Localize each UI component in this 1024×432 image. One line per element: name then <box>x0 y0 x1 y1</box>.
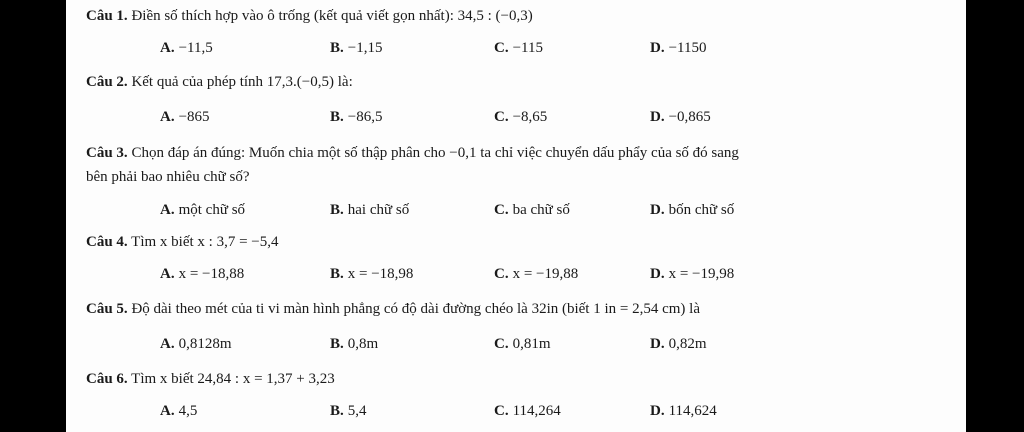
question-5 <box>86 299 700 319</box>
question-2 <box>86 72 353 92</box>
question-label: Câu 2. <box>86 74 128 90</box>
option-a: A. 4,5 <box>160 403 198 419</box>
option-d: D. −1150 <box>650 40 707 56</box>
question-text-line2: bên phải bao nhiêu chữ số? <box>86 169 250 185</box>
option-b: B. hai chữ số <box>330 202 410 218</box>
option-a: A. −865 <box>160 109 210 125</box>
option-d: D. bốn chữ số <box>650 202 735 218</box>
question-label: Câu 1. <box>86 8 128 24</box>
option-b: B. 0,8m <box>330 336 379 352</box>
question-text: Kết quả của phép tính 17,3.(−0,5) là: <box>131 74 353 90</box>
option-c: C. −115 <box>494 40 543 56</box>
question-label: Câu 5. <box>86 301 128 317</box>
question-text: Điền số thích hợp vào ô trống (kết quả viết gọn nhất): 34,5 : (−0,3) <box>131 8 533 24</box>
option-c: C. −8,65 <box>494 109 548 125</box>
option-b: B. x = −18,98 <box>330 266 414 282</box>
question-4 <box>86 232 279 252</box>
question-text: Độ dài theo mét của ti vi màn hình phẳng có độ dài đường chéo là 32in (biết 1 in = 2,54 cm) là <box>131 301 700 317</box>
option-d: D. 0,82m <box>650 336 707 352</box>
option-a: A. x = −18,88 <box>160 266 245 282</box>
question-6 <box>86 369 335 389</box>
question-label: Câu 3. <box>86 145 128 161</box>
option-d: D. 114,624 <box>650 403 717 419</box>
question-3 <box>86 143 739 163</box>
option-c: C. ba chữ số <box>494 202 570 218</box>
option-b: B. −1,15 <box>330 40 383 56</box>
question-label: Câu 6. <box>86 371 128 387</box>
option-b: B. 5,4 <box>330 403 367 419</box>
option-a: A. 0,8128m <box>160 336 232 352</box>
question-text: Tìm x biết 24,84 : x = 1,37 + 3,23 <box>131 371 335 387</box>
question-text: Tìm x biết x : 3,7 = −5,4 <box>131 234 279 250</box>
option-d: D. x = −19,98 <box>650 266 735 282</box>
option-b: B. −86,5 <box>330 109 383 125</box>
worksheet-page <box>66 0 966 432</box>
question-3-continuation <box>86 167 250 187</box>
question-1 <box>86 6 533 26</box>
question-label: Câu 4. <box>86 234 128 250</box>
option-a: A. −11,5 <box>160 40 213 56</box>
option-c: C. 114,264 <box>494 403 561 419</box>
option-c: C. x = −19,88 <box>494 266 579 282</box>
option-c: C. 0,81m <box>494 336 551 352</box>
option-a: A. một chữ số <box>160 202 246 218</box>
question-text: Chọn đáp án đúng: Muốn chia một số thập phân cho −0,1 ta chỉ việc chuyển dấu phẩy của số đó sang <box>131 145 739 161</box>
option-d: D. −0,865 <box>650 109 711 125</box>
